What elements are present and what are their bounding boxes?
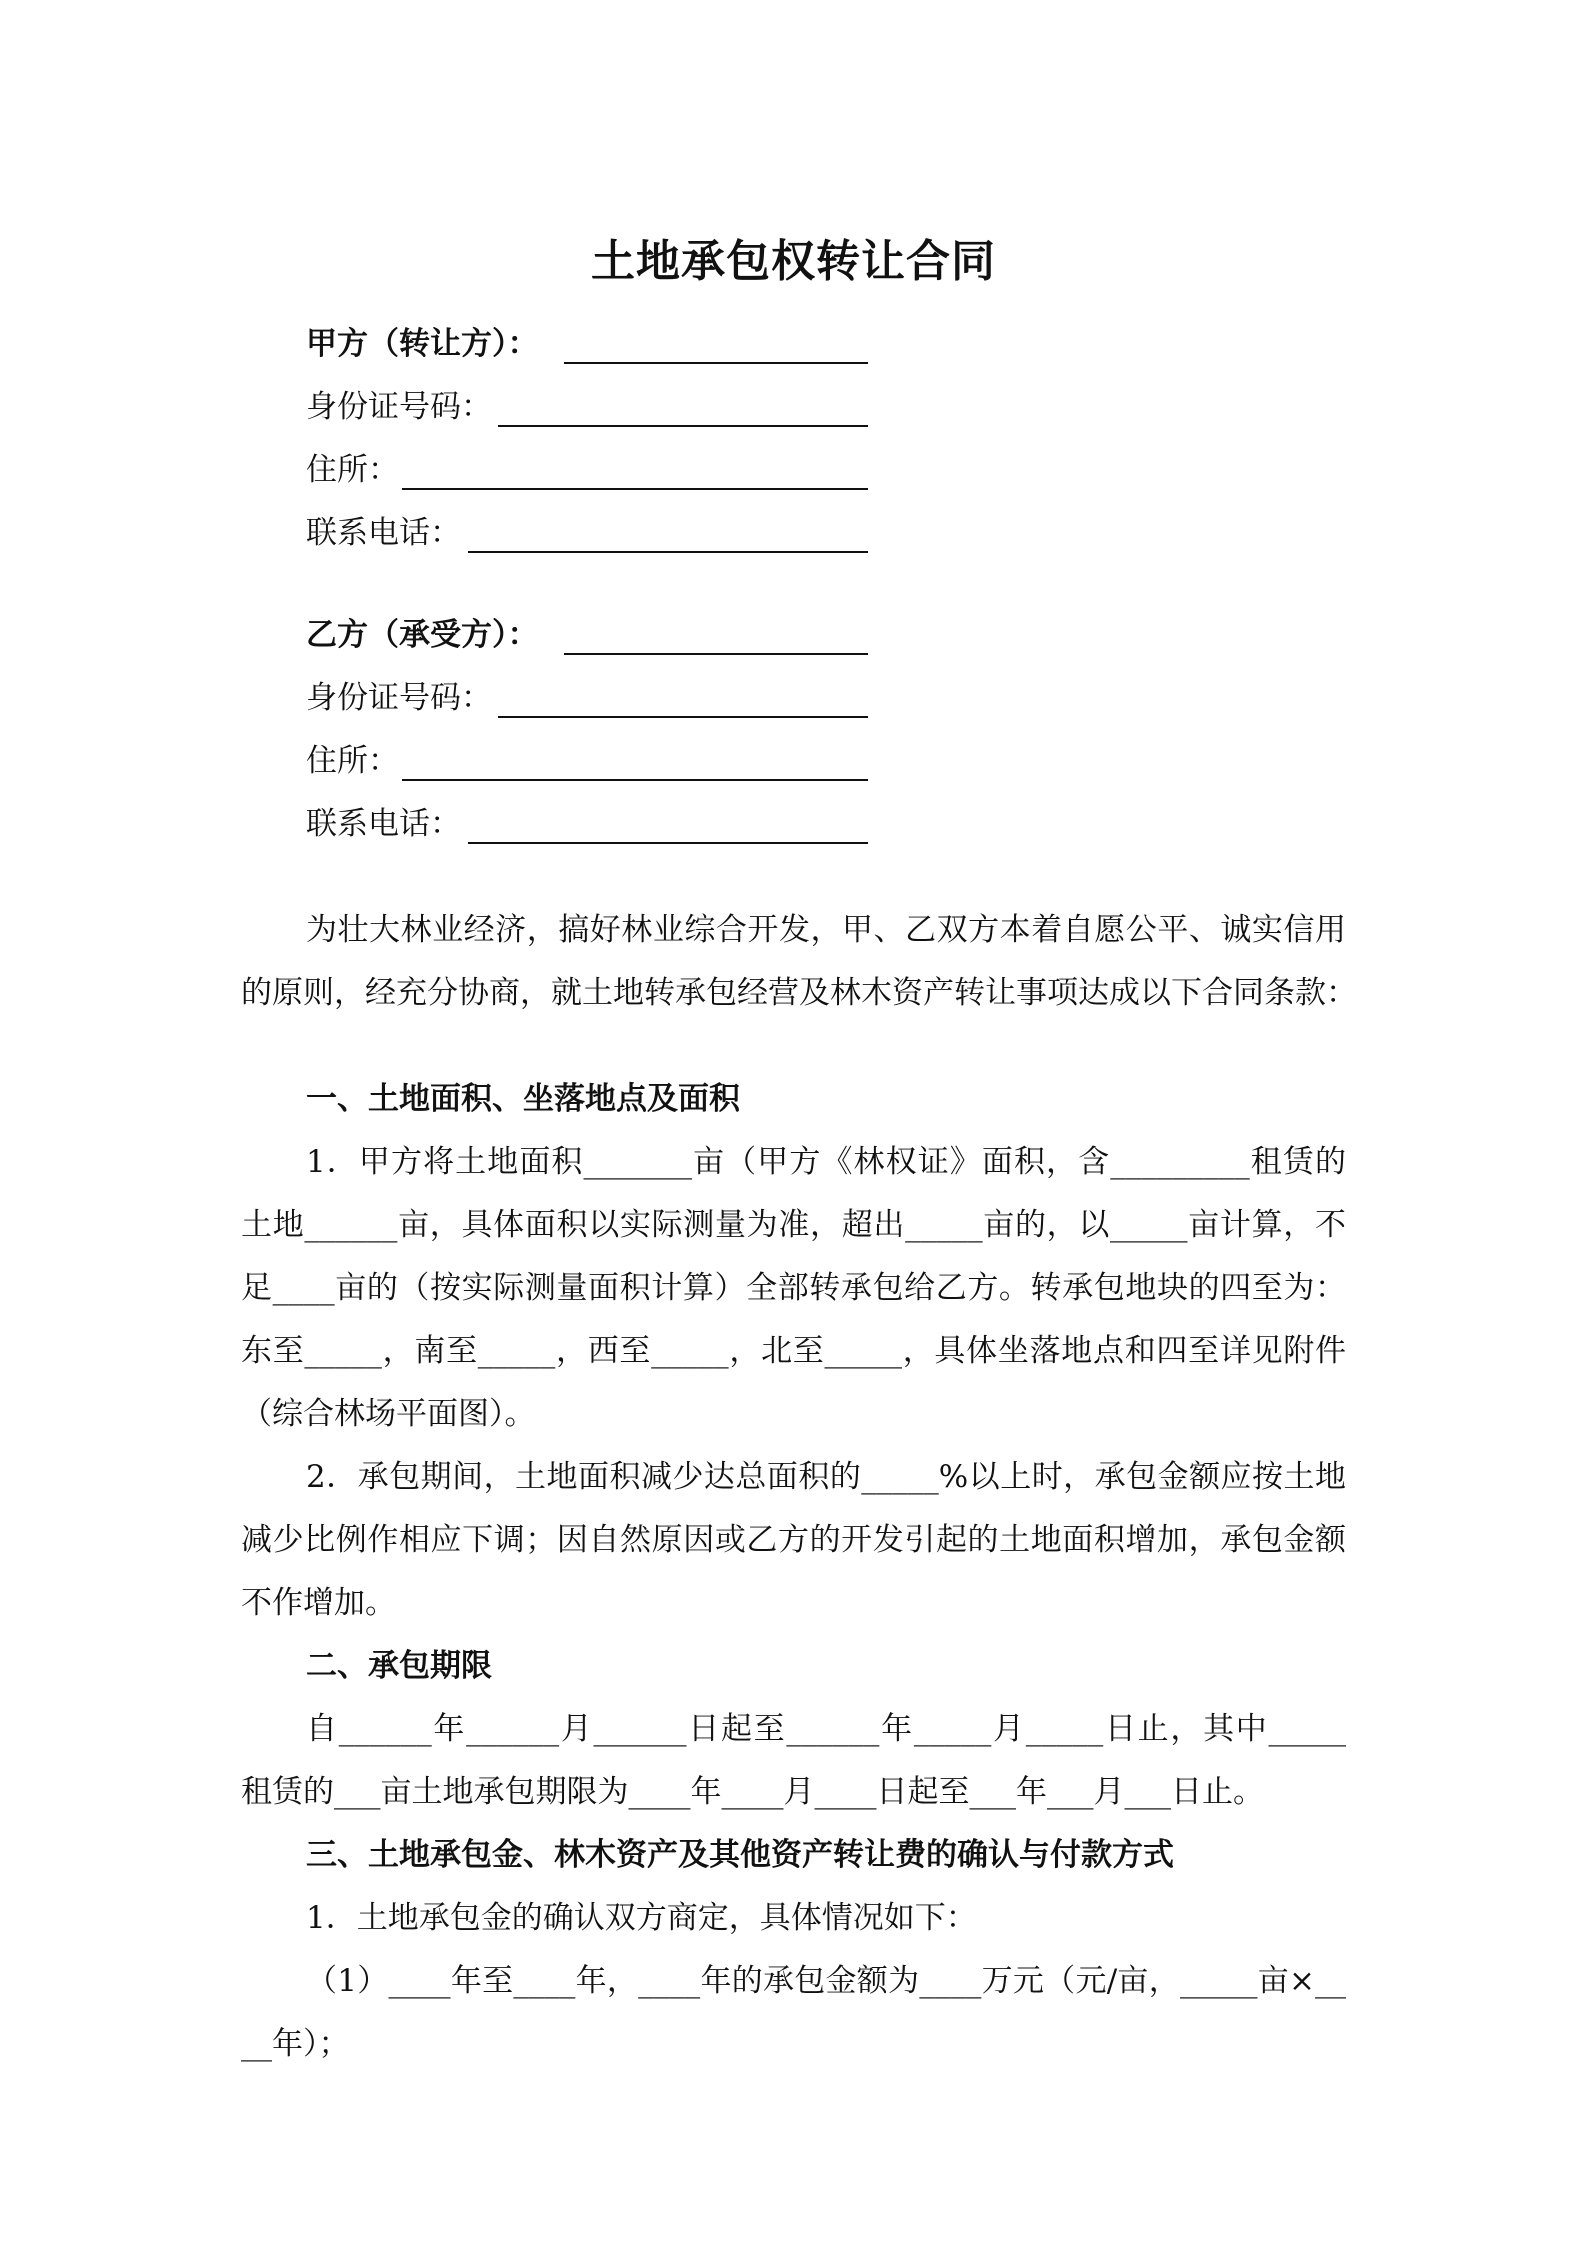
section-1-p1-line-2: 土地______亩，具体面积以实际测量为准，超出_____亩的，以_____亩计算，不: [241, 1207, 1346, 1243]
intro-line-2: 的原则，经充分协商，就土地转承包经营及林木资产转让事项达成以下合同条款：: [241, 975, 1357, 1011]
section-2-heading: 二、承包期限: [306, 1648, 492, 1684]
section-1-p1-line-5: （综合林场平面图）。: [241, 1396, 536, 1432]
party-a-phone-row: [306, 511, 866, 555]
section-1-p1-line-3: 足____亩的（按实际测量面积计算）全部转承包给乙方。转承包地块的四至为：: [241, 1270, 1346, 1306]
section-3-p1: 1．土地承包金的确认双方商定，具体情况如下：: [306, 1900, 977, 1936]
party-a-name-field[interactable]: [564, 330, 868, 364]
party-b-phone-field[interactable]: [468, 810, 868, 844]
section-3-heading: 三、土地承包金、林木资产及其他资产转让费的确认与付款方式: [306, 1837, 1174, 1873]
party-b-phone-label: 联系电话：: [306, 806, 461, 842]
section-1-p1-line-4: 东至_____，南至_____，西至_____，北至_____，具体坐落地点和四至详见附件: [241, 1333, 1346, 1369]
party-a-phone-field[interactable]: [468, 519, 868, 553]
party-a-address-field[interactable]: [402, 456, 868, 490]
party-b-id-row: [306, 676, 866, 720]
party-b-address-row: [306, 739, 866, 783]
section-1-p2-line-2: 减少比例作相应下调；因自然原因或乙方的开发引起的土地面积增加，承包金额: [241, 1522, 1346, 1558]
document-title: 土地承包权转让合同: [591, 236, 996, 287]
section-3-p2-line-2: __年）；: [241, 2026, 350, 2062]
party-b-address-field[interactable]: [402, 747, 868, 781]
party-a-id-label: 身份证号码：: [306, 389, 492, 425]
party-a-id-field[interactable]: [498, 393, 868, 427]
intro-line-1: 为壮大林业经济，搞好林业综合开发，甲、乙双方本着自愿公平、诚实信用: [306, 912, 1346, 948]
party-a-row: [306, 322, 866, 366]
party-b-row: [306, 613, 866, 657]
party-a-id-row: [306, 385, 866, 429]
party-a-address-row: [306, 448, 866, 492]
party-b-address-label: 住所：: [306, 743, 399, 779]
section-3-p2-line-1: （1）____年至____年，____年的承包金额为____万元（元/亩，_____亩×__: [306, 1963, 1346, 1999]
party-b-label: 乙方（承受方）：: [306, 617, 539, 653]
party-b-phone-row: [306, 802, 866, 846]
party-a-address-label: 住所：: [306, 452, 399, 488]
party-a-label: 甲方（转让方）：: [306, 326, 539, 362]
party-b-name-field[interactable]: [564, 621, 868, 655]
section-1-heading: 一、土地面积、坐落地点及面积: [306, 1081, 740, 1117]
party-b-id-label: 身份证号码：: [306, 680, 492, 716]
party-a-phone-label: 联系电话：: [306, 515, 461, 551]
section-1-p2-line-1: 2．承包期间，土地面积减少达总面积的_____%以上时，承包金额应按土地: [306, 1459, 1346, 1495]
section-1-p2-line-3: 不作增加。: [241, 1585, 396, 1621]
section-2-p1-line-2: 租赁的___亩土地承包期限为____年____月____日起至___年___月___日止。: [241, 1774, 1264, 1810]
section-2-p1-line-1: 自______年______月______日起至______年_____月_____日止，其中_____: [306, 1711, 1346, 1747]
party-b-id-field[interactable]: [498, 684, 868, 718]
section-1-p1-line-1: 1．甲方将土地面积_______亩（甲方《林权证》面积，含_________租赁的: [306, 1144, 1346, 1180]
